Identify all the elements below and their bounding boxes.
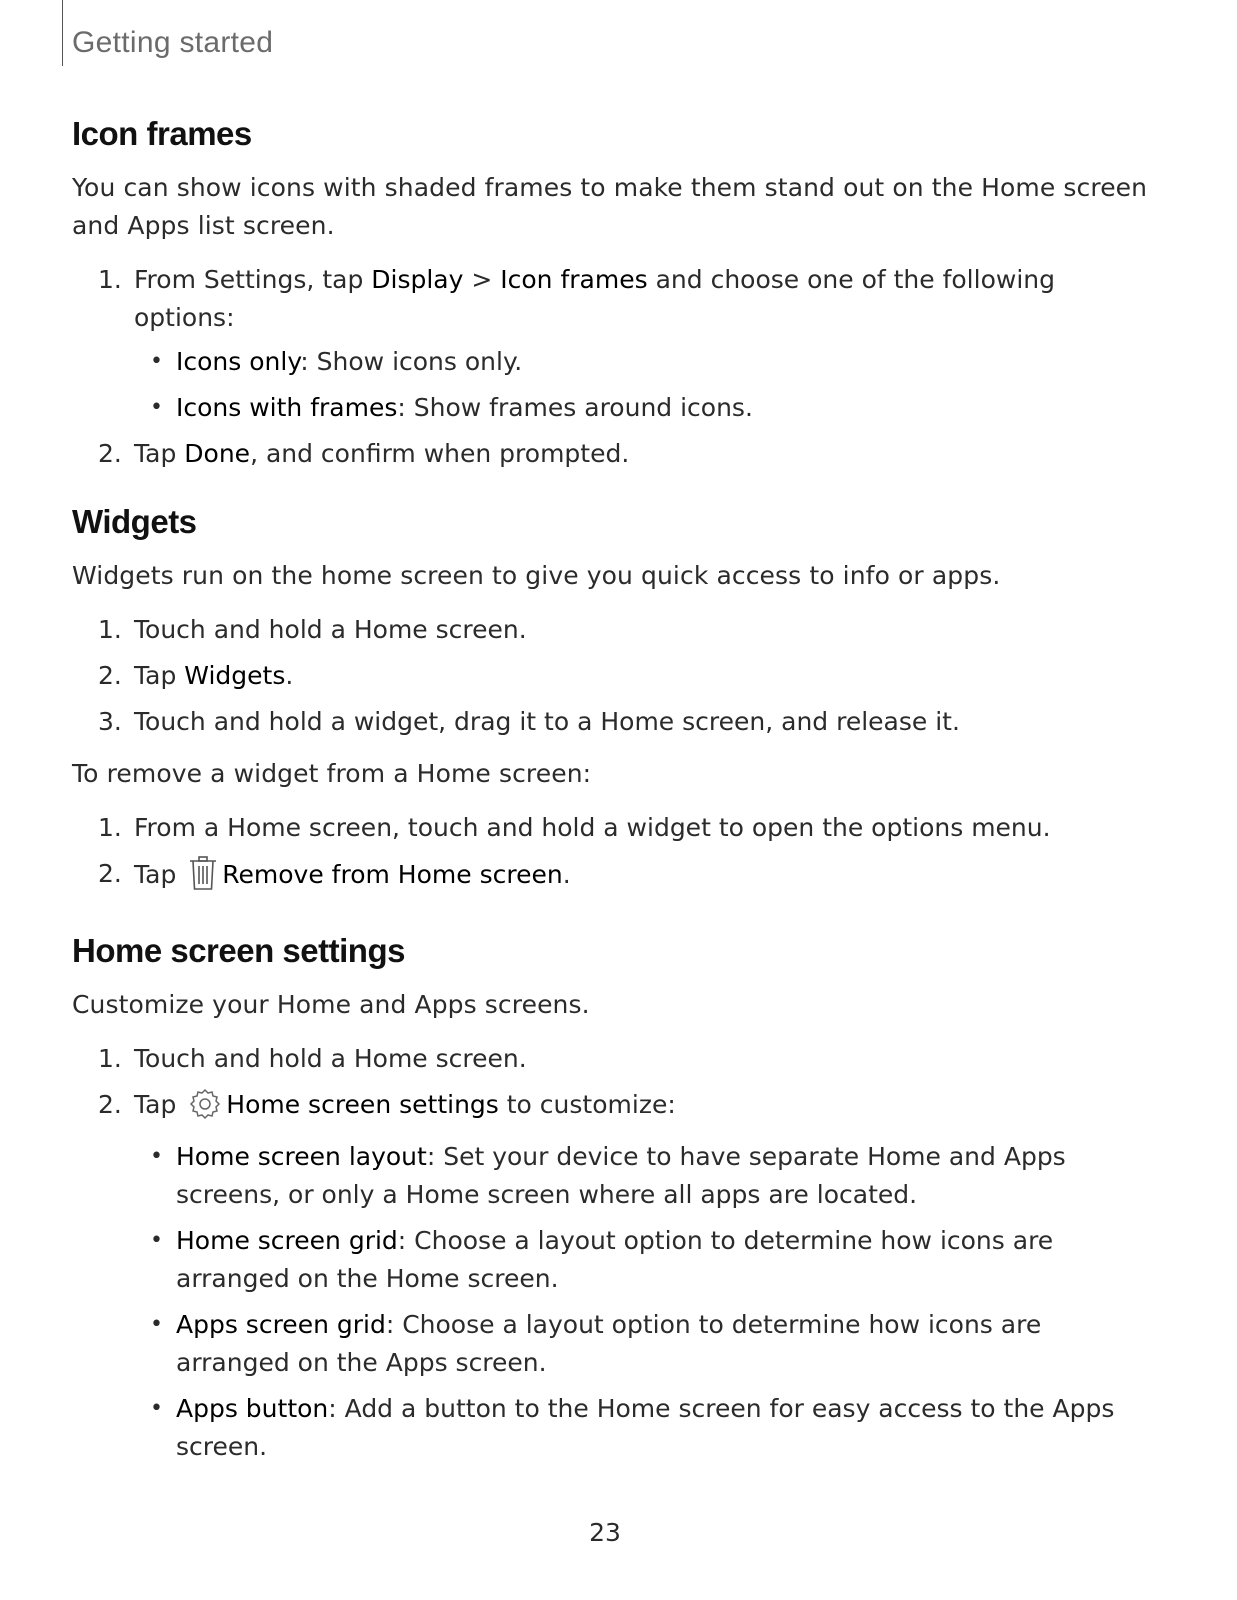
list-item: • Icons only: Show icons only.	[134, 343, 1152, 381]
list-item: 2. Tap Home screen settings to customize: • Home screen layout: Set your device to have separate Home and Apps screens, or only a Home screen where all apps are located. • Home screen grid: Choose a layout option to determine how icons are arranged on the Home screen. • Apps screen grid: Choose a layout option to determine how icons are arranged on the Apps screen. • Apps button: Add a button to the Home screen for easy access to the Apps screen.	[72, 1086, 1152, 1466]
gear-icon	[188, 1087, 222, 1132]
remove-widget-intro: To remove a widget from a Home screen:	[72, 759, 592, 788]
list-item: 2. Tap Done, and confirm when prompted.	[72, 435, 1152, 473]
heading-home-screen-settings: Home screen settings	[72, 932, 405, 969]
step-number: 2.	[98, 859, 122, 888]
remove-widget-steps	[72, 809, 1152, 902]
widgets-intro: Widgets run on the home screen to give you quick access to info or apps.	[72, 561, 1001, 590]
section-icon-frames	[72, 115, 1152, 473]
widgets-steps	[72, 611, 1152, 741]
heading-icon-frames: Icon frames	[72, 115, 252, 152]
list-item: 1. From Settings, tap Display > Icon frames and choose one of the following options: • Icons only: Show icons only. • Icons with frames: Show frames around icons.	[72, 261, 1152, 427]
step-number: 1.	[98, 1044, 122, 1073]
list-item: • Home screen layout: Set your device to have separate Home and Apps screens, or only a Home screen where all apps are located.	[134, 1138, 1152, 1214]
icon-frames-options	[134, 343, 1152, 427]
page-content	[72, 115, 1152, 1496]
step-number: 3.	[98, 707, 122, 736]
trash-icon	[188, 855, 218, 902]
step-number: 1.	[98, 813, 122, 842]
step-number: 2.	[98, 439, 122, 468]
step-number: 2.	[98, 1090, 122, 1119]
list-item: • Apps screen grid: Choose a layout option to determine how icons are arranged on the Apps screen.	[134, 1306, 1152, 1382]
home-settings-intro: Customize your Home and Apps screens.	[72, 990, 590, 1019]
widgets-term: Widgets	[184, 661, 286, 690]
home-settings-options	[134, 1138, 1152, 1466]
step-number: 1.	[98, 265, 122, 294]
page-number: 23	[589, 1518, 621, 1547]
step-number: 1.	[98, 615, 122, 644]
list-item: 1. From a Home screen, touch and hold a widget to open the options menu.	[72, 809, 1152, 847]
breadcrumb-separator: >	[463, 265, 501, 294]
section-home-screen-settings	[72, 932, 1152, 1466]
list-item: • Home screen grid: Choose a layout option to determine how icons are arranged on the Home screen.	[134, 1222, 1152, 1298]
icon-frames-steps	[72, 261, 1152, 473]
list-item: • Icons with frames: Show frames around icons.	[134, 389, 1152, 427]
list-item: 2. Tap Widgets.	[72, 657, 1152, 695]
list-item: 3. Touch and hold a widget, drag it to a Home screen, and release it.	[72, 703, 1152, 741]
heading-widgets: Widgets	[72, 503, 197, 540]
list-item: 2. Tap Remove from Home screen.	[72, 855, 1152, 902]
list-item: 1. Touch and hold a Home screen.	[72, 611, 1152, 649]
list-item: 1. Touch and hold a Home screen.	[72, 1040, 1152, 1078]
home-screen-settings-term: Home screen settings	[226, 1090, 499, 1119]
home-settings-steps	[72, 1040, 1152, 1466]
remove-from-home-term: Remove from Home screen	[222, 860, 563, 889]
header-divider	[62, 0, 63, 66]
step-number: 2.	[98, 661, 122, 690]
done-term: Done	[184, 439, 251, 468]
section-label: Getting started	[72, 26, 274, 59]
section-widgets	[72, 503, 1152, 902]
display-term: Display	[371, 265, 464, 294]
icon-frames-term: Icon frames	[500, 265, 648, 294]
list-item: • Apps button: Add a button to the Home screen for easy access to the Apps screen.	[134, 1390, 1152, 1466]
icon-frames-intro: You can show icons with shaded frames to make them stand out on the Home screen and Apps list screen.	[72, 173, 1148, 240]
